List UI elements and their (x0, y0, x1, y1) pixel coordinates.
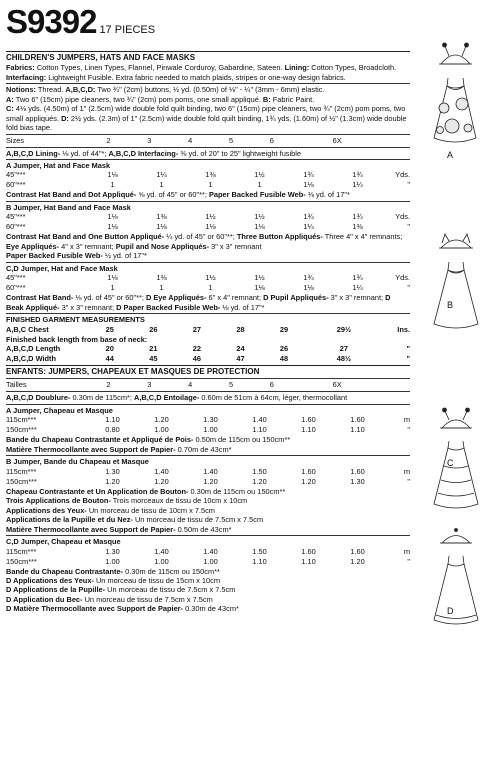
pattern-header (6, 2, 155, 42)
fr-a-line: Bande du Chapeau Contrastante et Appliqué de Pois- 0.50m de 115cm ou 150cm** (6, 435, 291, 445)
view-a-sketch (434, 43, 476, 142)
fr-b-line: Chapeau Contrastante et Un Application de Bouton- 0.30m de 115cm ou 150cm** (6, 486, 286, 496)
sizes-label: Sizes (6, 135, 25, 145)
finished-heading: FINISHED GARMENT MEASUREMENTS (6, 315, 145, 325)
section-b-heading: B Jumper, Hat Band and Face Mask (6, 202, 131, 212)
table-row: 60"*** 1 1 1 1 1⅛ 1¼ " (6, 180, 410, 190)
section-c-notes: Contrast Hat Band- ⅛ yd. of 45" or 60"**; D Eye Appliqués- 6" x 4" remnant; D Pupil Appliqués- 3" x 3" remnant; D Beak Appliqué- 3" x 3" remnant; D Paper Backed Fusible Web- ⅛ yd. of 17"* (6, 293, 391, 312)
section-c-table (6, 273, 410, 293)
view-d-sketch (434, 529, 478, 625)
table-row: 115cm*** 1.30 1.40 1.40 1.50 1.60 1.60 m (6, 466, 410, 476)
table-row: 150cm*** 1.00 1.00 1.00 1.10 1.10 1.20 " (6, 556, 410, 566)
fr-c-line: D Application du Bec- Un morceau de tissu de 7.5cm x 7.5cm (6, 594, 213, 604)
table-row: 150cm*** 1.20 1.20 1.20 1.20 1.20 1.30 " (6, 476, 410, 486)
fr-section-a-heading: A Jumper, Chapeau et Masque (6, 405, 113, 415)
divider (6, 535, 410, 536)
table-row: 45"*** 1⅛ 1⅜ 1½ 1½ 1¾ 1¾ Yds. (6, 273, 410, 283)
lining-line: A,B,C,D Lining- ⅛ yd. of 44"*; A,B,C,D Interfacing- ⅜ yd. of 20" to 25" lightweight fusible (6, 148, 302, 158)
view-c-label: C (447, 458, 454, 468)
table-row: 60"*** 1 1 1 1⅛ 1⅛ 1¼ " (6, 283, 410, 293)
doublure-line: A,B,C,D Doublure- 0.30m de 115cm*; A,B,C,D Entoilage- 0.60m de 51cm à 64cm, léger, thermocollant (6, 393, 348, 403)
table-row: 45"*** 1⅛ 1⅜ 1½ 1½ 1¾ 1¾ Yds. (6, 212, 410, 222)
table-row: A,B,C Chest 25 26 27 28 29 29½ Ins. (6, 324, 410, 334)
fr-section-b-heading: B Jumper, Bande du Chapeau et Masque (6, 457, 149, 467)
section-b-notes: Contrast Hat Band and One Button Appliqué- ¼ yd. of 45" or 60"**; Three Button Appliqués- Three 4" x 4" remnants; Eye Appliqués- 4" x 3" remnant; Pupil and Nose Appliqués- 3" x 3" remnant Paper Backed Fusible Web- ½ yd. of 17"* (6, 232, 403, 261)
sizes-table: Sizes 2 3 4 5 6 6X (6, 135, 342, 145)
divider (6, 391, 410, 392)
fr-c-line: D Applications des Yeux- Un morceau de tissu de 15cm x 10cm (6, 576, 220, 585)
table-row: 115cm*** 1.10 1.20 1.30 1.40 1.60 1.60 m (6, 415, 410, 425)
fr-a-line: Matière Thermocollante avec Support de Papier- 0.70m de 43cm* (6, 444, 232, 454)
fr-c-line: D Applications de la Pupille- Un morceau de tissu de 7.5cm x 7.5cm (6, 585, 236, 595)
english-title: CHILDREN'S JUMPERS, HATS AND FACE MASKS (6, 53, 196, 62)
divider (6, 313, 410, 314)
fr-b-line: Trois Applications de Bouton- Trois morceaux de tissu de 10cm x 10cm (6, 496, 248, 506)
notions-paragraph: Notions: Thread. A,B,C,D: Two ¾" (2cm) buttons, ½ yd. (0.50m) of ⅛" - ¼" (3mm - 6mm) elastic. A: Two 6" (15cm) pipe cleaners, two ¾" (2cm) pom poms, one small appliqué. B: Fabric Paint. C: 4⅛ yds. (4.50m) of 1" (2.5cm) wide double fold quilt binding, two 6" (15cm) pipe cleaners, two ¾" (2cm) pom poms, two small appliqués. D: 2½ yds. (2.3m) of 1" (2.5cm) wide double fold quilt binding, 1¾ yds. (1.60m) of ½" (1.3cm) wide double fold bias tape. (6, 85, 407, 133)
fr-c-line: D Matière Thermocollante avec Support de Papier- 0.30m de 43cm* (6, 604, 239, 614)
french-title: ENFANTS: JUMPERS, CHAPEAUX ET MASQUES DE PROTECTION (6, 367, 260, 377)
fr-b-line: Matière Thermocollante avec Support de Papier- 0.50m de 43cm* (6, 524, 232, 534)
divider (6, 404, 410, 405)
finished-length-table (6, 344, 410, 364)
section-c-heading: C,D Jumper, Hat and Face Mask (6, 263, 118, 273)
pieces-count: 17 PIECES (99, 24, 156, 36)
fabrics-paragraph: Fabrics: Cotton Types, Linen Types, Flannel, Pinwale Corduroy, Gabardine, Sateen. Lining: Cotton Types, Broadcloth. Interfacing: Lightweight Fusible. Extra fabric needed to match plaids, stripes or one-way design fabrics. (6, 63, 397, 82)
divider (6, 455, 410, 456)
view-b-label: B (447, 300, 454, 310)
fr-section-c-heading: C,D Jumper, Chapeau et Masque (6, 537, 121, 547)
divider (6, 159, 410, 160)
section-a-heading: A Jumper, Hat and Face Mask (6, 160, 111, 170)
sketches-svg (418, 38, 497, 758)
divider (6, 134, 410, 135)
table-row: A,B,C,D Width 44 45 46 47 48 48½ " (6, 354, 410, 364)
divider (6, 365, 410, 366)
view-d-label: D (447, 606, 454, 616)
view-c-sketch (434, 408, 478, 508)
fr-section-c-table (6, 547, 410, 567)
fr-b-line: Applications de la Pupille et du Nez- Un morceau de tissu de 7.5cm x 7.5cm (6, 515, 264, 525)
yardage-chart (6, 50, 410, 614)
divider (6, 147, 410, 148)
table-row: A,B,C,D Length 20 21 22 24 26 27 " (6, 344, 410, 354)
divider (6, 378, 410, 379)
pattern-number: S9392 (6, 3, 97, 40)
fr-b-line: Applications des Yeux- Un morceau de tissu de 10cm x 7.5cm (6, 505, 215, 515)
divider (6, 83, 410, 84)
fr-section-a-table (6, 415, 410, 435)
section-a-notes: Contrast Hat Band and Dot Appliqué- ⅝ yd. of 45" or 60"**; Paper Backed Fusible Web- ⅜ yd. of 17"* (6, 190, 350, 200)
fr-section-b-table (6, 467, 410, 487)
table-row: 45"*** 1⅛ 1¼ 1⅜ 1½ 1¾ 1¾ Yds. (6, 170, 410, 180)
divider (6, 201, 410, 202)
section-b-table (6, 212, 410, 232)
table-row: 115cm*** 1.30 1.40 1.40 1.50 1.60 1.60 m (6, 546, 410, 556)
finished-table (6, 325, 410, 335)
view-sketches (418, 38, 497, 758)
divider (6, 51, 410, 52)
view-a-label: A (447, 150, 454, 160)
back-length-heading: Finished back length from base of neck: (6, 334, 148, 344)
tailles-table: Tailles 2 3 4 5 6 6X (6, 380, 342, 390)
fr-c-line: Bande du Chapeau Contrastante- 0.30m de 115cm ou 150cm** (6, 566, 220, 576)
table-row: 150cm*** 0.80 1.00 1.00 1.10 1.10 1.10 " (6, 425, 410, 435)
table-row: 60"*** 1⅛ 1⅛ 1⅛ 1⅛ 1¼ 1⅜ " (6, 222, 410, 232)
divider (6, 262, 410, 263)
view-b-sketch (434, 234, 478, 328)
section-a-table (6, 170, 410, 190)
